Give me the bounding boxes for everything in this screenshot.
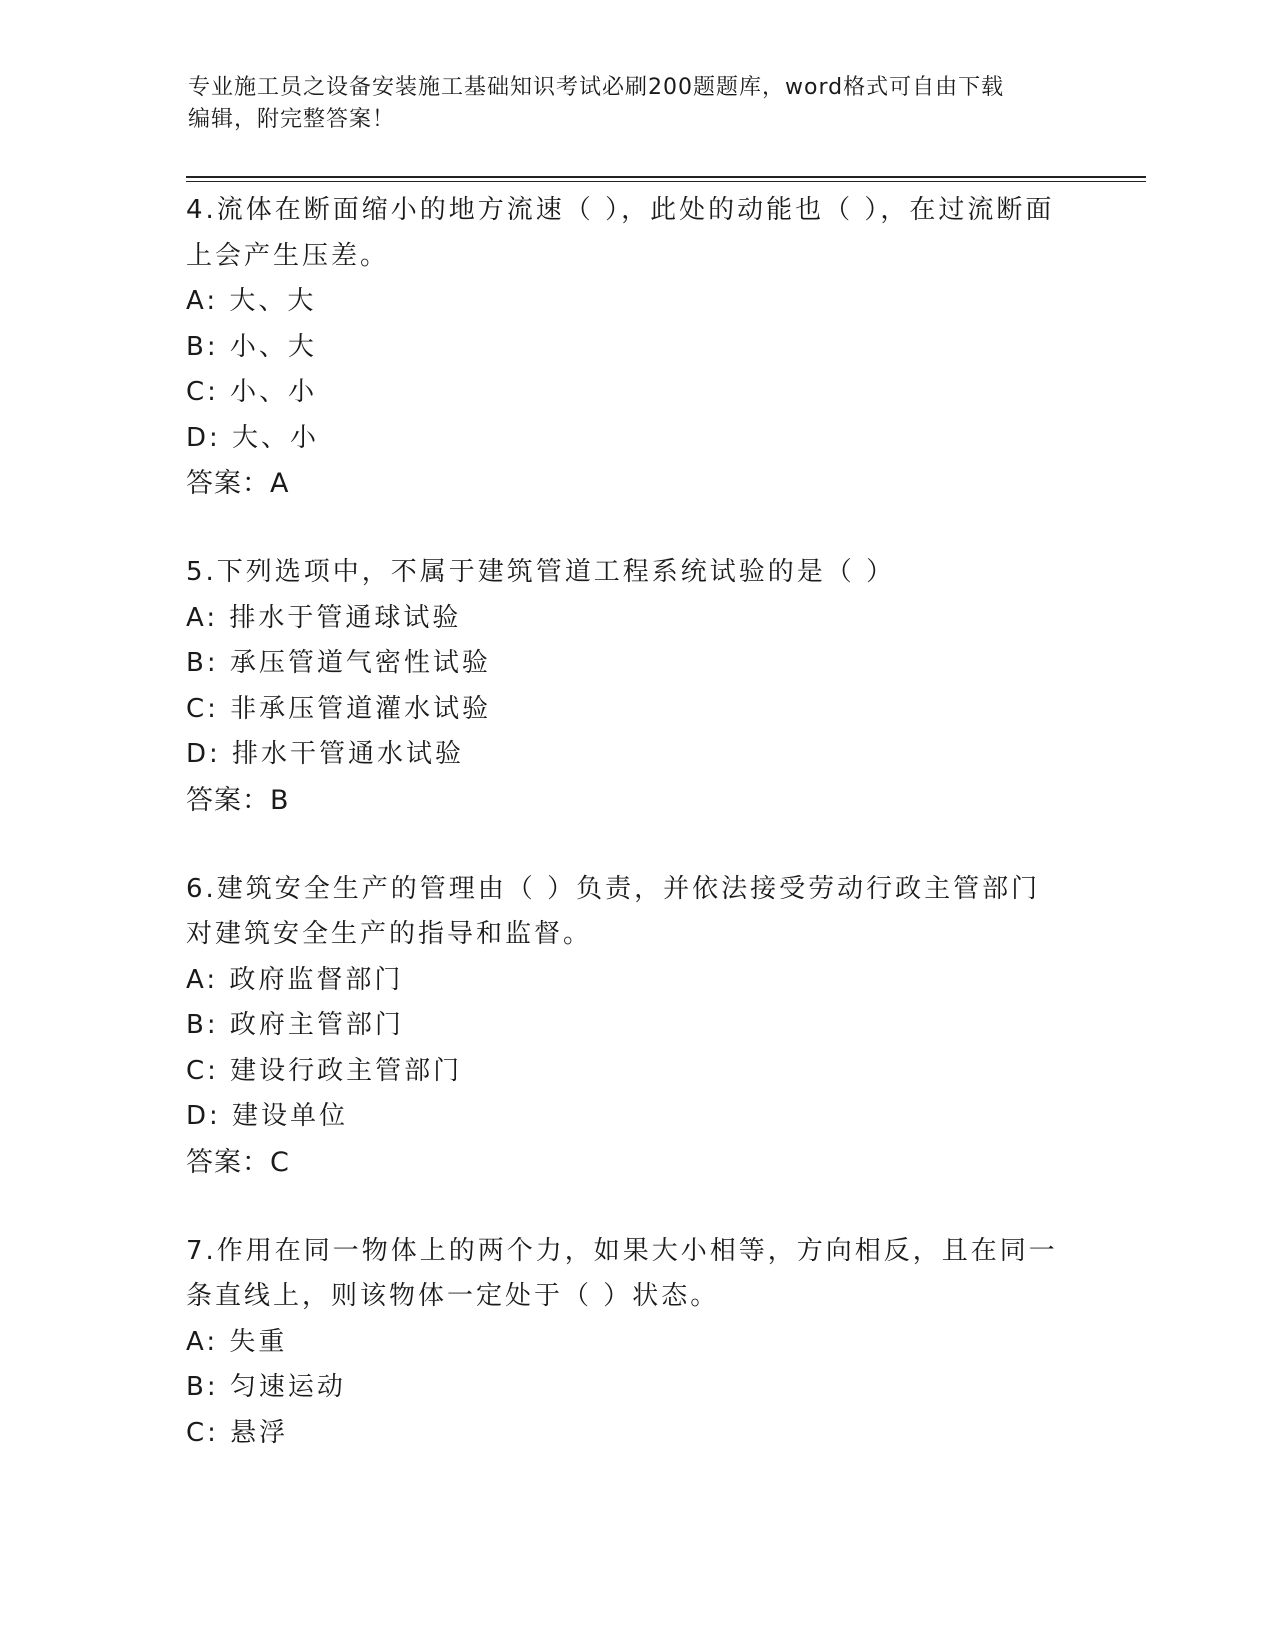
question-4 bbox=[186, 188, 1066, 506]
option-b: B: 匀速运动 bbox=[186, 1372, 346, 1402]
question-stem: 4.流体在断面缩小的地方流速（ ），此处的动能也（ ），在过流断面上会产生压差。 bbox=[186, 195, 1055, 271]
option-d: D: 建设单位 bbox=[186, 1101, 349, 1131]
answer-line bbox=[186, 778, 1066, 823]
answer-line bbox=[186, 1140, 1066, 1185]
option-d: D: 大、小 bbox=[186, 422, 320, 453]
header-title-line-2: 编辑，附完整答案！ bbox=[188, 107, 396, 132]
option-b: B: 小、大 bbox=[186, 331, 317, 362]
option-c: C: 小、小 bbox=[186, 377, 318, 407]
option-b: B: 承压管道气密性试验 bbox=[186, 648, 491, 678]
answer-value: A bbox=[270, 468, 290, 499]
question-stem: 5.下列选项中，不属于建筑管道工程系统试验的是（ ） bbox=[186, 557, 896, 587]
option-d: D: 排水干管通水试验 bbox=[186, 739, 465, 769]
answer-label: 答案： bbox=[186, 1146, 270, 1178]
answer-value: B bbox=[270, 784, 290, 816]
option-a: A: 政府监督部门 bbox=[186, 964, 404, 995]
option-a: A: 失重 bbox=[186, 1326, 288, 1357]
question-stem: 6.建筑安全生产的管理由（ ）负责，并依法接受劳动行政主管部门对建筑安全生产的指导和监督。 bbox=[186, 873, 1041, 949]
answer-label: 答案： bbox=[186, 468, 270, 499]
option-b: B: 政府主管部门 bbox=[186, 1010, 404, 1040]
header-divider-thick bbox=[186, 176, 1146, 178]
answer-line bbox=[186, 461, 1066, 506]
option-c: C: 悬浮 bbox=[186, 1417, 289, 1448]
answer-label: 答案： bbox=[186, 784, 270, 816]
header-title-line-1: 专业施工员之设备安装施工基础知识考试必刷200题题库，word格式可自由下载 bbox=[188, 75, 1005, 100]
option-a: A: 大、大 bbox=[186, 286, 317, 316]
question-5 bbox=[186, 550, 1066, 823]
header-divider-thin bbox=[186, 181, 1146, 182]
question-6 bbox=[186, 867, 1066, 1185]
option-c: C: 非承压管道灌水试验 bbox=[186, 693, 492, 724]
option-a: A: 排水于管通球试验 bbox=[186, 602, 462, 633]
question-7 bbox=[186, 1229, 1066, 1457]
option-c: C: 建设行政主管部门 bbox=[186, 1055, 463, 1086]
question-list bbox=[186, 188, 1066, 1500]
question-stem: 7.作用在同一物体上的两个力，如果大小相等，方向相反，且在同一条直线上，则该物体一定处于（ ）状态。 bbox=[186, 1235, 1058, 1311]
answer-value: C bbox=[270, 1146, 290, 1178]
document-header bbox=[188, 72, 1088, 136]
